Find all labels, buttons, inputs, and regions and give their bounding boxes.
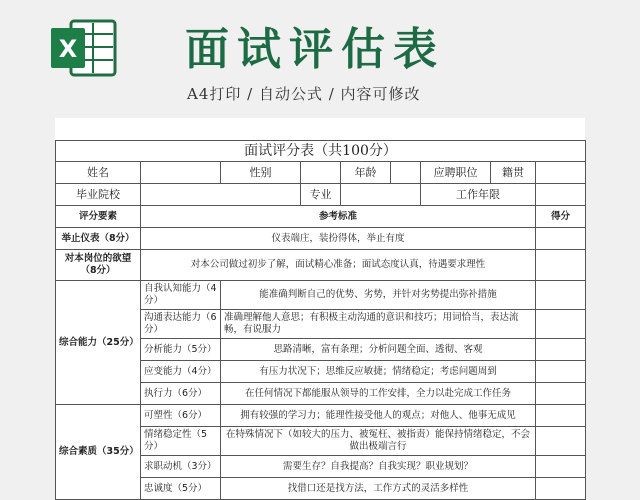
name-field[interactable]: [141, 162, 221, 184]
table-row: [56, 281, 586, 310]
sub-label: 可塑性（6分）: [141, 405, 221, 427]
major-field[interactable]: [341, 184, 421, 206]
banner: [0, 0, 640, 118]
label-name: 姓名: [56, 162, 141, 184]
score-field[interactable]: [536, 228, 586, 250]
score-field[interactable]: [536, 361, 586, 383]
row-criteria: 能准确判断自己的优势、劣势，并针对劣势提出弥补措施: [221, 281, 536, 310]
school-field[interactable]: [141, 184, 301, 206]
age-field[interactable]: [391, 162, 421, 184]
score-field[interactable]: [536, 339, 586, 361]
sub-label: 自我认知能力（4分）: [141, 281, 221, 310]
sub-label: 分析能力（5分）: [141, 339, 221, 361]
group-label: 综合素质（35分）: [56, 405, 141, 500]
sub-label: 忠诚度（5分）: [141, 478, 221, 500]
page-subtitle: A4打印 / 自动公式 / 内容可修改: [187, 85, 421, 103]
group-label: 综合能力（25分）: [56, 281, 141, 405]
sub-label: 情绪稳定性（5分）: [141, 427, 221, 456]
form-title: 面试评分表（共100分）: [56, 141, 586, 162]
sheet-top-margin: [55, 118, 585, 141]
years-field[interactable]: [536, 184, 586, 206]
score-field[interactable]: [536, 427, 586, 456]
header-row: [56, 206, 586, 228]
label-years: 工作年限: [421, 184, 536, 206]
label-origin: 籍贯: [491, 162, 536, 184]
score-field[interactable]: [536, 250, 586, 281]
row-criteria: 准确理解他人意思；有积极主动沟通的意识和技巧；用词恰当，表达流畅，有说服力: [221, 310, 536, 339]
score-field[interactable]: [536, 281, 586, 310]
info-row-1: [56, 162, 586, 184]
row-criteria: 需要生存？自我提高？自我实现？职业规划？: [221, 456, 536, 478]
score-field[interactable]: [536, 456, 586, 478]
sub-label: 求职动机（3分）: [141, 456, 221, 478]
label-age: 年龄: [341, 162, 391, 184]
sub-label: 应变能力（4分）: [141, 361, 221, 383]
origin-field[interactable]: [536, 162, 586, 184]
label-gender: 性别: [221, 162, 301, 184]
sub-label: 沟通表达能力（6分）: [141, 310, 221, 339]
row-criteria: 在特殊情况下（如较大的压力、被冤枉、被指责）能保持情绪稳定，不会做出极端言行: [221, 427, 536, 456]
gender-field[interactable]: [301, 162, 341, 184]
logo-letter: X: [58, 35, 78, 63]
table-row: [56, 405, 586, 427]
header-criteria: 参考标准: [141, 206, 536, 228]
score-field[interactable]: [536, 383, 586, 405]
form-sheet: [55, 118, 585, 500]
table-row: [56, 250, 586, 281]
page-title: 面试评估表: [185, 24, 445, 75]
header-score: 得分: [536, 206, 586, 228]
evaluation-table: [55, 140, 586, 500]
row-criteria: 拥有较强的学习力；能理性接受他人的观点；对他人、他事无成见: [221, 405, 536, 427]
label-position: 应聘职位: [421, 162, 491, 184]
row-label: 对本岗位的欲望（8分）: [56, 250, 141, 281]
label-major: 专业: [301, 184, 341, 206]
sub-label: 执行力（6分）: [141, 383, 221, 405]
table-row: [56, 228, 586, 250]
excel-logo-icon: [49, 19, 117, 77]
score-field[interactable]: [536, 478, 586, 500]
score-field[interactable]: [536, 405, 586, 427]
row-criteria: 仪表端庄，装扮得体，举止有度: [141, 228, 536, 250]
info-row-2: [56, 184, 586, 206]
row-criteria: 对本公司做过初步了解，面试精心准备；面试态度认真，待遇要求理性: [141, 250, 536, 281]
row-label: 举止仪表（8分）: [56, 228, 141, 250]
row-criteria: 有压力状况下；思维反应敏捷；情绪稳定；考虑问题周到: [221, 361, 536, 383]
form-title-row: [56, 141, 586, 162]
row-criteria: 在任何情况下都能服从领导的工作安排，全力以赴完成工作任务: [221, 383, 536, 405]
row-criteria: 找借口还是找方法，工作方式的灵活多样性: [221, 478, 536, 500]
label-school: 毕业院校: [56, 184, 141, 206]
score-field[interactable]: [536, 310, 586, 339]
header-item: 评分要素: [56, 206, 141, 228]
row-criteria: 思路清晰，富有条理；分析问题全面、透彻、客观: [221, 339, 536, 361]
